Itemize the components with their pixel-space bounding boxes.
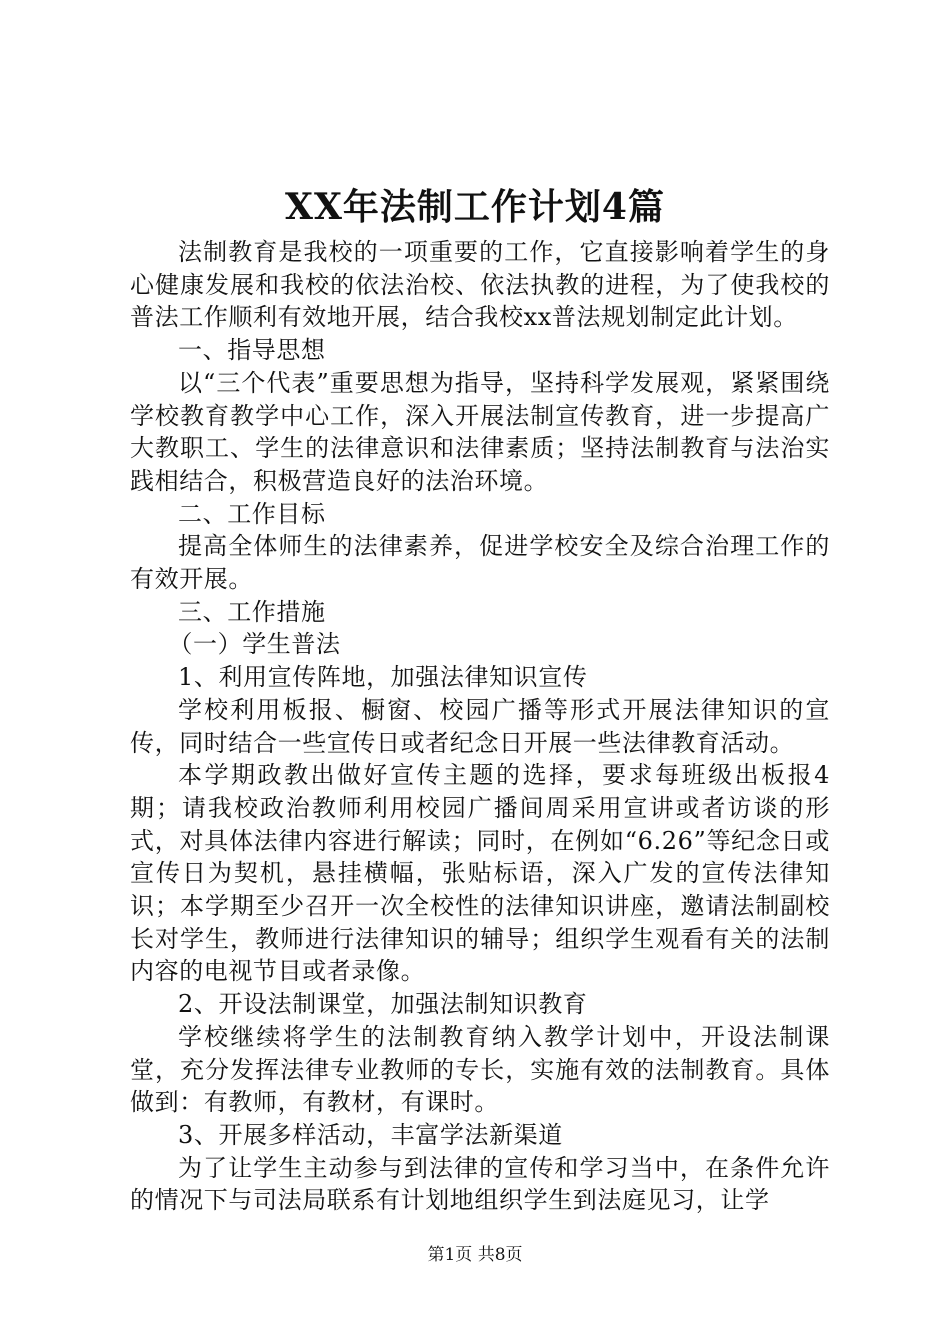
paragraph-publicity: 学校利用板报、橱窗、校园广播等形式开展法律知识的宣传，同时结合一些宣传日或者纪念日开展一些法律教育活动。	[130, 695, 830, 757]
page-footer: 第1页 共8页	[427, 1245, 523, 1265]
section-heading-guiding-ideology: 一、指导思想	[178, 336, 326, 365]
paragraph-intro: 法制教育是我校的一项重要的工作，它直接影响着学生的身心健康发展和我校的依法治校、依法执教的进程，为了使我校的普法工作顺利有效地开展，结合我校xx普法规划制定此计划。	[130, 238, 830, 332]
subsection-heading-student-law: （一）学生普法	[168, 630, 341, 659]
paragraph-legal-class: 学校继续将学生的法制教育纳入教学计划中，开设法制课堂，充分发挥法律专业教师的专长，实施有效的法制教育。具体做到：有教师，有教材，有课时。	[130, 1022, 830, 1117]
section-heading-work-measures: 三、工作措施	[178, 597, 326, 626]
paragraph-guiding-ideology: 以“三个代表”重要思想为指导，坚持科学发展观，紧紧围绕学校教育教学中心工作，深入开展法制宣传教育，进一步提高广大教职工、学生的法律意识和法律素质；坚持法制教育与法治实践相结合，积极营造良好的法治环境。	[130, 368, 830, 495]
item-heading-publicity: 1、利用宣传阵地，加强法律知识宣传	[178, 663, 588, 692]
item-heading-legal-class: 2、开设法制课堂，加强法制知识教育	[178, 990, 588, 1019]
item-heading-activities: 3、开展多样活动，丰富学法新渠道	[178, 1120, 563, 1149]
section-heading-work-goals: 二、工作目标	[178, 499, 326, 528]
document-title: XX年法制工作计划4篇	[285, 186, 665, 228]
document-body	[130, 236, 830, 1217]
paragraph-semester-plan: 本学期政教出做好宣传主题的选择，要求每班级出板报4期；请我校政治教师利用校园广播间周采用宣讲或者访谈的形式，对具体法律内容进行解读；同时，在例如“6.26”等纪念日或宣传日为契机，悬挂横幅，张贴标语，深入广发的宣传法律知识；本学期至少召开一次全校性的法律知识讲座，邀请法制副校长对学生，教师进行法律知识的辅导；组织学生观看有关的法制内容的电视节目或者录像。	[130, 761, 830, 986]
paragraph-work-goals: 提高全体师生的法律素养，促进学校安全及综合治理工作的有效开展。	[130, 532, 830, 594]
paragraph-activities: 为了让学生主动参与到法律的宣传和学习当中，在条件允许的情况下与司法局联系有计划地组织学生到法庭见习，让学	[130, 1153, 830, 1215]
